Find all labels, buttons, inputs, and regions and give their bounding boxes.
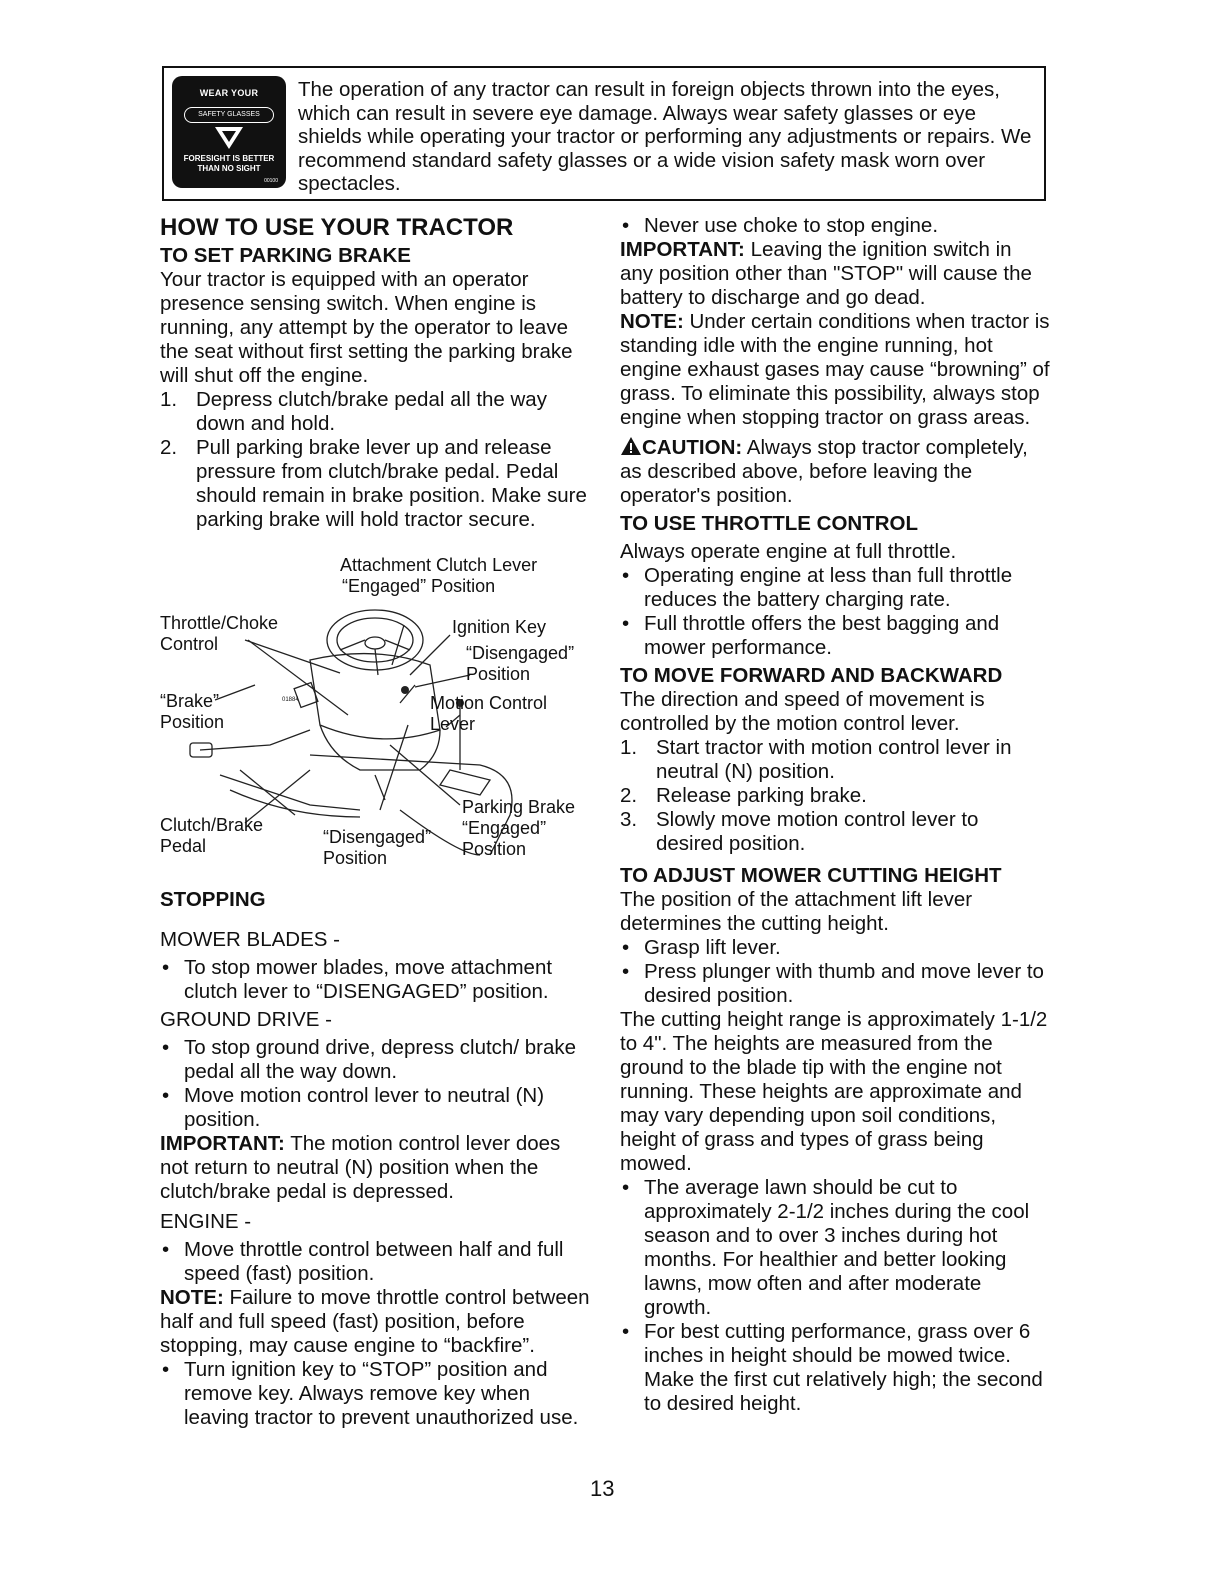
label-disengaged-2 <box>323 827 431 869</box>
height-bullet-3: • The average lawn should be cut to approximately 2-1/2 inches during the cool season and to over 3 inches during hot months. For healthier and better looking lawns, mow often and after moderate growth. <box>620 1176 1050 1320</box>
engine-bullet-1: • Move throttle control between half and full speed (fast) position. <box>160 1238 592 1286</box>
stopping-note <box>160 1286 592 1358</box>
throttle-bullet-2: • Full throttle offers the best bagging and mower performance. <box>620 612 1050 660</box>
move-step-1 <box>620 736 1050 784</box>
throttle-heading: TO USE THROTTLE CONTROL <box>620 512 919 535</box>
label-clutch-brake-pedal <box>160 815 263 857</box>
step-text: Slowly move motion control lever to desired position. <box>656 808 979 855</box>
throttle-bullet-1: • Operating engine at less than full throttle reduces the battery charging rate. <box>620 564 1050 612</box>
label-line: Position <box>323 848 388 868</box>
caution-label: CAUTION: <box>642 436 743 459</box>
warning-triangle-icon <box>620 436 642 456</box>
label-line: “Engaged” Position <box>342 576 496 596</box>
label-line: “Engaged” <box>462 818 547 838</box>
move-intro: The direction and speed of movement is controlled by the motion control lever. <box>620 688 985 735</box>
right-important <box>620 238 1050 310</box>
label-line: Attachment Clutch Lever <box>340 555 538 575</box>
step-number: 1. <box>620 736 638 759</box>
stopping-heading: STOPPING <box>160 888 266 911</box>
label-throttle-choke <box>160 613 278 655</box>
label-line: “Brake” <box>160 691 220 711</box>
label-ignition-key: Ignition Key <box>452 617 547 637</box>
step-number: 1. <box>160 388 178 411</box>
tractor-controls-diagram <box>160 555 590 875</box>
move-step-2 <box>620 784 1050 808</box>
parking-brake-heading: TO SET PARKING BRAKE <box>160 244 411 267</box>
label-line: Motion Control <box>430 693 548 713</box>
page-number: 13 <box>590 1476 615 1501</box>
badge-line-2: SAFETY GLASSES <box>184 107 274 123</box>
mower-blades-label: MOWER BLADES - <box>160 928 340 951</box>
badge-line-1: WEAR YOUR <box>199 88 259 98</box>
step-number: 3. <box>620 808 638 831</box>
step-text: Start tractor with motion control lever in neutral (N) position. <box>656 736 1012 783</box>
label-line: “Disengaged” <box>466 643 575 663</box>
step-text: Pull parking brake lever up and release pressure from clutch/brake pedal. Pedal should remain in brake position. Make sure parking brake will hold tractor secure. <box>196 436 587 531</box>
label-brake-position <box>160 691 224 733</box>
important-label: IMPORTANT: <box>620 238 745 261</box>
step-number: 2. <box>620 784 638 807</box>
blades-bullet: • To stop mower blades, move attachment clutch lever to “DISENGAGED” position. <box>160 956 592 1004</box>
label-line: Control <box>160 634 219 654</box>
badge-line-3b: THAN NO SIGHT <box>197 164 261 173</box>
right-note <box>620 310 1050 430</box>
important-text: Leaving the ignition switch in any position other than "STOP" will cause the battery to discharge and go dead. <box>620 238 1032 309</box>
note-text: Under certain conditions when tractor is standing idle with the engine running, hot engine exhaust gases may cause “browning” of grass. To eliminate this possibility, always stop engine when stopping tractor on grass areas. <box>620 310 1050 429</box>
label-line: Position <box>466 664 531 684</box>
label-line: Throttle/Choke <box>160 613 279 633</box>
height-intro: The position of the attachment lift lever determines the cutting height. <box>620 888 973 935</box>
height-bullet-4: • For best cutting performance, grass over 6 inches in height should be mowed twice. Make the first cut relatively high; the second to desired height. <box>620 1320 1050 1416</box>
safety-warning-text: The operation of any tractor can result in foreign objects thrown into the eyes, which can result in severe eye damage. Always wear safety glasses or eye shields while operating your tractor or performing any adjustments or repairs. We recommend standard safety glasses or a wide vision safety mask worn over spectacles. <box>298 78 1032 195</box>
label-line: Lever <box>430 714 476 734</box>
move-heading: TO MOVE FORWARD AND BACKWARD <box>620 664 1003 687</box>
label-line: Parking Brake <box>462 797 576 817</box>
step-number: 2. <box>160 436 178 459</box>
important-text: The motion control lever does not return to neutral (N) position when the clutch/brake pedal is depressed. <box>160 1132 561 1203</box>
height-bullet-2: • Press plunger with thumb and move lever to desired position. <box>620 960 1050 1008</box>
right-column <box>620 214 1050 1416</box>
stopping-important <box>160 1132 592 1204</box>
note-label: NOTE: <box>160 1286 224 1309</box>
note-label: NOTE: <box>620 310 684 333</box>
choke-bullet: • Never use choke to stop engine. <box>620 214 1050 238</box>
step-text: Depress clutch/brake pedal all the way down and hold. <box>196 388 547 435</box>
move-step-3 <box>620 808 1050 856</box>
parking-intro: Your tractor is equipped with an operator presence sensing switch. When engine is running, any attempt by the operator to leave the seat without first setting the parking brake will shut off the engine. <box>160 268 573 387</box>
label-line: Pedal <box>160 836 207 856</box>
diagram-code: 01884 <box>282 697 299 703</box>
label-attachment-clutch <box>340 555 537 597</box>
label-line: Clutch/Brake <box>160 815 264 835</box>
safety-glasses-badge <box>172 76 286 188</box>
height-range: The cutting height range is approximately 1-1/2 to 4". The heights are measured from the ground to the blade tip with the engine not running. These heights are approximate and may vary depending upon soil conditions, height of grass and types of grass being mowed. <box>620 1008 1048 1175</box>
note-text: Failure to move throttle control between half and full speed (fast) position, before stopping, may cause engine to “backfire”. <box>160 1286 590 1357</box>
engine-label: ENGINE - <box>160 1210 252 1233</box>
left-column-top <box>160 214 592 532</box>
ground-bullet-1: • To stop ground drive, depress clutch/ brake pedal all the way down. <box>160 1036 592 1084</box>
badge-line-3 <box>172 154 286 174</box>
ground-drive-label: GROUND DRIVE - <box>160 1008 332 1031</box>
badge-code: 00100 <box>264 178 278 184</box>
stopping-section <box>160 888 592 1430</box>
label-line: Position <box>462 839 527 859</box>
parking-step-2 <box>160 436 592 532</box>
badge-line-3a: FORESIGHT IS BETTER <box>183 154 275 163</box>
label-parking-brake <box>462 797 575 860</box>
height-bullet-1: • Grasp lift lever. <box>620 936 1050 960</box>
cutting-height-heading: TO ADJUST MOWER CUTTING HEIGHT <box>620 864 1002 887</box>
engine-bullet-2: • Turn ignition key to “STOP” position and remove key. Always remove key when leaving tractor to prevent unauthorized use. <box>160 1358 592 1430</box>
label-disengaged-1 <box>466 643 574 685</box>
caution-paragraph <box>620 436 1050 508</box>
parking-step-1 <box>160 388 592 436</box>
section-title: HOW TO USE YOUR TRACTOR <box>160 214 514 241</box>
ground-bullet-2: • Move motion control lever to neutral (N) position. <box>160 1084 592 1132</box>
label-line: Position <box>160 712 225 732</box>
safety-glasses-icon <box>213 123 245 151</box>
label-motion-control <box>430 693 547 735</box>
label-line: “Disengaged” <box>323 827 432 847</box>
important-label: IMPORTANT: <box>160 1132 285 1155</box>
caution-text: Always stop tractor completely, as described above, before leaving the operator's position. <box>620 436 1028 507</box>
step-text: Release parking brake. <box>656 784 867 807</box>
throttle-intro: Always operate engine at full throttle. <box>620 540 957 563</box>
